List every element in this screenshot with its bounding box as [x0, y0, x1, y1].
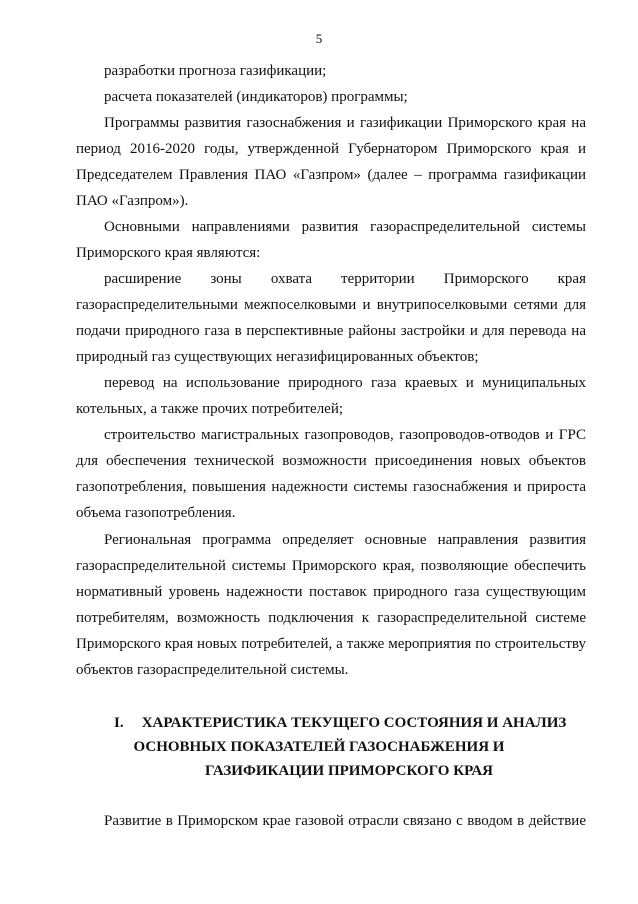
text-line: Основными направлениями развития газораспределительной системы: [104, 219, 586, 235]
page-number: 5: [315, 31, 323, 46]
text-line: объема газопотребления.: [76, 505, 236, 521]
section-title-line: ХАРАКТЕРИСТИКА ТЕКУЩЕГО СОСТОЯНИЯ И АНАЛИЗ: [141, 715, 567, 731]
text-line: природный газ существующих негазифицированных объектов;: [76, 349, 479, 365]
text-line: газораспределительными межпоселковыми и внутрипоселковыми сетями для: [76, 297, 586, 313]
text-line: расширение зоны охвата территории Приморского края: [104, 271, 586, 287]
text-line: перевод на использование природного газа краевых и муниципальных: [104, 375, 586, 391]
text-line: объектов газораспределительной системы.: [76, 662, 349, 678]
text-line: Приморского края новых потребителей, а также мероприятия по строительству: [76, 636, 586, 652]
text-line: газораспределительной системы Приморского края, позволяющие обеспечить: [76, 558, 586, 574]
text-line: газопотребления, повышения надежности системы газоснабжения и прироста: [76, 479, 586, 495]
text-line: Программы развития газоснабжения и газификации Приморского края на: [104, 115, 586, 131]
section-number: I.: [114, 715, 124, 731]
text-line: Председателем Правления ПАО «Газпром» (далее – программа газификации: [76, 167, 586, 183]
text-line: котельных, а также прочих потребителей;: [76, 401, 344, 417]
text-line: потребителям, возможность подключения к газораспределительной системе: [76, 610, 586, 626]
section-title-line: ГАЗИФИКАЦИИ ПРИМОРСКОГО КРАЯ: [204, 763, 493, 779]
text-line: расчета показателей (индикаторов) программы;: [104, 89, 408, 105]
text-line: ПАО «Газпром»).: [76, 193, 189, 209]
text-line: разработки прогноза газификации;: [104, 63, 327, 79]
text-line: строительство магистральных газопроводов, газопроводов-отводов и ГРС: [104, 427, 586, 443]
text-line: нормативный уровень надежности поставок природного газа существующим: [76, 584, 586, 600]
section-title-line: ОСНОВНЫХ ПОКАЗАТЕЛЕЙ ГАЗОСНАБЖЕНИЯ И: [133, 739, 505, 755]
text-line: для обеспечения технической возможности присоединения новых объектов: [76, 453, 586, 469]
text-line: подачи природного газа в перспективные районы застройки и для перевода на: [76, 323, 586, 339]
text-line: Приморского края являются:: [76, 245, 261, 261]
text-line: период 2016-2020 годы, утвержденной Губернатором Приморского края и: [76, 141, 586, 157]
text-line: Развитие в Приморском крае газовой отрасли связано с вводом в действие: [104, 813, 586, 829]
text-line: Региональная программа определяет основные направления развития: [104, 532, 586, 548]
